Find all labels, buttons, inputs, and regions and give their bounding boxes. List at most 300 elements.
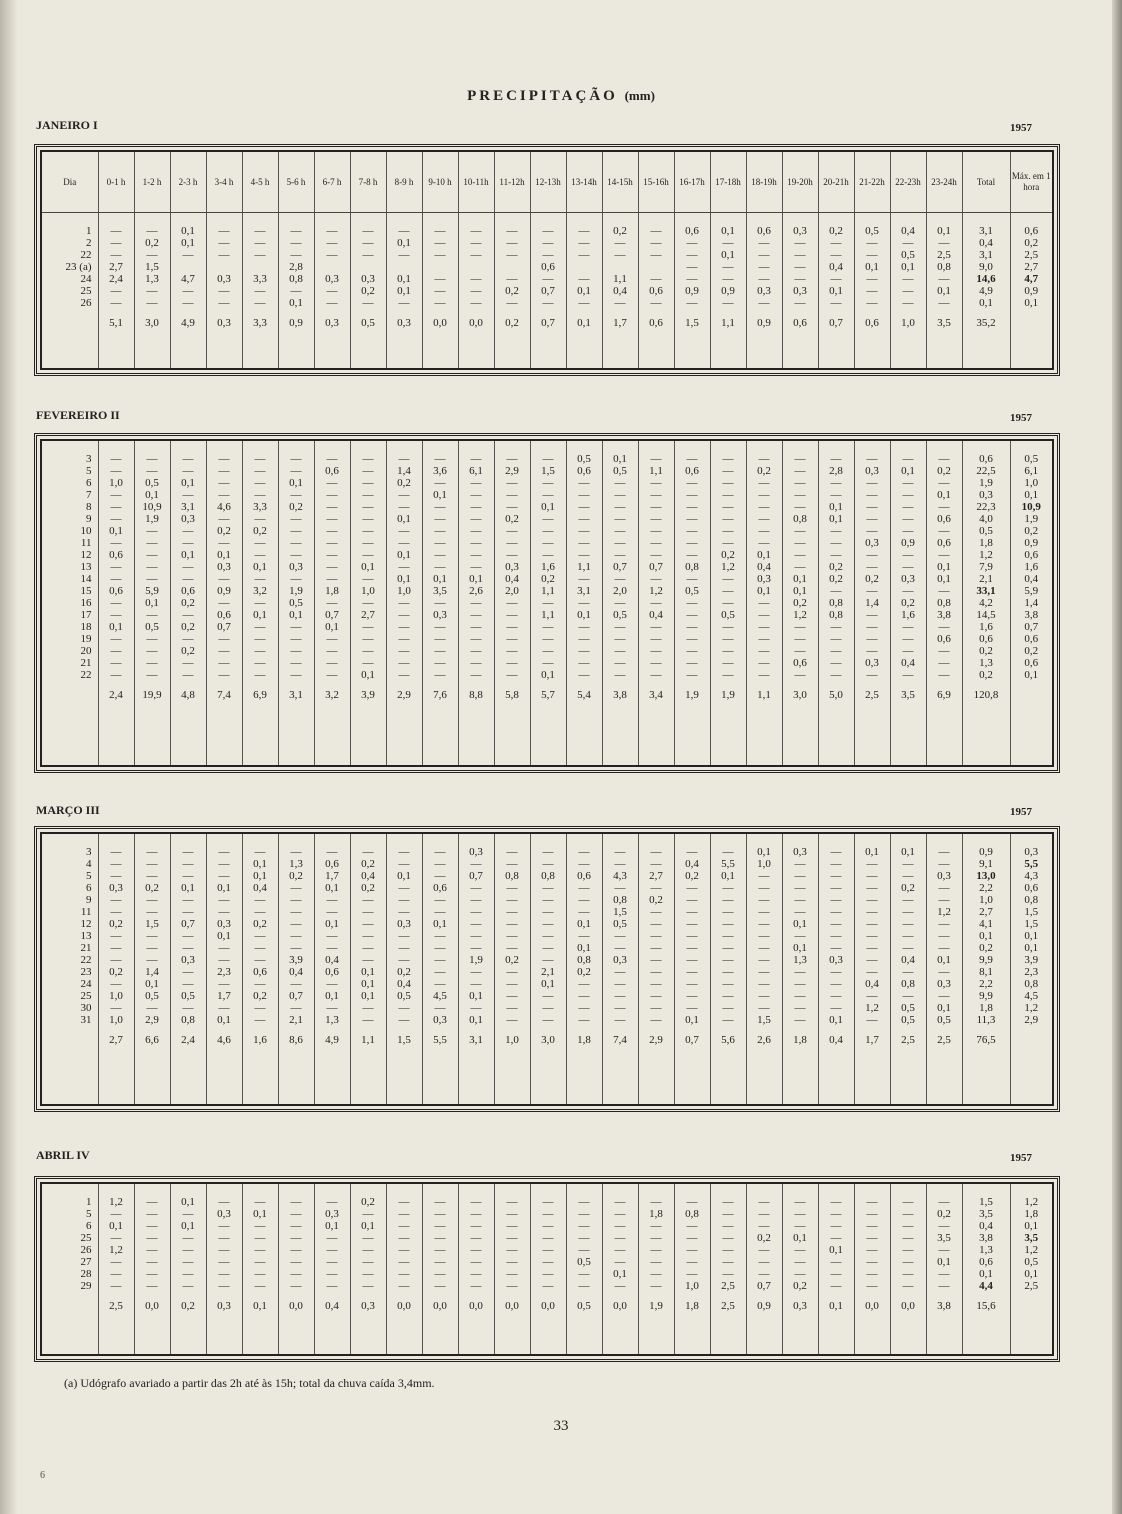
table-cell: — xyxy=(494,609,530,621)
table-cell: — xyxy=(710,846,746,858)
table-cell: 0,2 xyxy=(134,237,170,249)
table-cell: — xyxy=(494,1256,530,1268)
table-row xyxy=(42,513,1052,525)
table-cell: 3,3 xyxy=(242,501,278,513)
table-cell: — xyxy=(566,930,602,942)
spacer-row xyxy=(42,441,1052,453)
table-cell: 0,3 xyxy=(782,846,818,858)
table-cell: — xyxy=(278,882,314,894)
table-cell: — xyxy=(350,657,386,669)
table-cell: — xyxy=(638,669,674,681)
table-cell: — xyxy=(494,966,530,978)
table-cell: 0,3 xyxy=(206,561,242,573)
table-cell: — xyxy=(422,285,458,297)
table-cell: — xyxy=(854,906,890,918)
table-cell: — xyxy=(170,906,206,918)
table-row xyxy=(42,1014,1052,1026)
table-cell: — xyxy=(134,894,170,906)
table-cell: — xyxy=(746,1256,782,1268)
table-cell: — xyxy=(98,1256,134,1268)
table-cell: 0,1 xyxy=(782,942,818,954)
table-cell: 2,1 xyxy=(530,966,566,978)
table-cell: — xyxy=(206,249,242,261)
spacer-cell xyxy=(962,1320,1010,1354)
spacer-cell xyxy=(818,1184,854,1196)
table-cell: — xyxy=(314,249,350,261)
table-cell: — xyxy=(134,930,170,942)
table-cell: — xyxy=(674,657,710,669)
table-cell: — xyxy=(530,954,566,966)
table-cell: — xyxy=(386,1280,422,1292)
table-cell: — xyxy=(386,1014,422,1026)
table-cell: — xyxy=(494,273,530,285)
table-cell: 1,5 xyxy=(530,465,566,477)
table-cell: 0,1 xyxy=(350,561,386,573)
table-cell: — xyxy=(782,669,818,681)
spacer-cell xyxy=(386,1054,422,1104)
table-cell: 0,1 xyxy=(530,669,566,681)
table-cell: — xyxy=(530,918,566,930)
table-cell: 1,8 xyxy=(638,1208,674,1220)
table-cell: — xyxy=(386,657,422,669)
column-header: 2-3 h xyxy=(170,152,206,213)
table-cell: 0,1 xyxy=(818,513,854,525)
spacer-cell xyxy=(890,709,926,765)
spacer-cell xyxy=(530,1320,566,1354)
spacer-cell xyxy=(350,834,386,846)
table-cell: 1,5 xyxy=(602,906,638,918)
table-row xyxy=(42,978,1052,990)
table-cell: — xyxy=(494,1280,530,1292)
total-cell: 0,0 xyxy=(602,1292,638,1320)
table-cell: — xyxy=(242,1196,278,1208)
spacer-cell xyxy=(42,1320,98,1354)
table-cell: 0,1 xyxy=(278,609,314,621)
table-cell: 2,4 xyxy=(98,273,134,285)
spacer-cell xyxy=(674,1320,710,1354)
table-cell: — xyxy=(278,645,314,657)
table-cell: — xyxy=(602,1220,638,1232)
table-cell: — xyxy=(602,1002,638,1014)
day-cell: 23 xyxy=(80,966,92,978)
column-header: 13-14h xyxy=(566,152,602,213)
table-cell: — xyxy=(746,273,782,285)
table-cell: 3,5 xyxy=(962,1208,1010,1220)
table-cell: — xyxy=(242,1232,278,1244)
table-cell: — xyxy=(458,453,494,465)
table-cell: 0,6 xyxy=(962,453,1010,465)
table-cell: 0,3 xyxy=(782,285,818,297)
spacer-cell xyxy=(170,441,206,453)
spacer-cell xyxy=(42,1184,98,1196)
table-cell: — xyxy=(530,633,566,645)
table-cell: — xyxy=(818,453,854,465)
table-cell: 0,1 xyxy=(386,273,422,285)
spacer-cell xyxy=(314,1184,350,1196)
table-cell: 2,6 xyxy=(458,585,494,597)
spacer-cell xyxy=(350,1054,386,1104)
table-cell: — xyxy=(638,846,674,858)
table-cell: — xyxy=(818,978,854,990)
spacer-cell xyxy=(710,1320,746,1354)
spacer-cell xyxy=(566,213,602,226)
table-cell: — xyxy=(746,1268,782,1280)
table-cell: — xyxy=(890,453,926,465)
table-cell: — xyxy=(710,978,746,990)
table-cell: 0,1 xyxy=(134,489,170,501)
table-cell xyxy=(638,261,674,273)
table-cell: 0,8 xyxy=(566,954,602,966)
table-cell: — xyxy=(818,918,854,930)
table-cell: — xyxy=(566,1196,602,1208)
table-cell: 5,5 xyxy=(710,858,746,870)
total-cell: 1,6 xyxy=(242,1026,278,1054)
spacer-cell xyxy=(206,1184,242,1196)
table-cell: 0,1 xyxy=(530,978,566,990)
table-cell: 0,1 xyxy=(926,954,962,966)
spacer-cell xyxy=(42,213,98,226)
table-cell: — xyxy=(386,1256,422,1268)
total-cell: 2,5 xyxy=(854,681,890,709)
table-cell: — xyxy=(350,645,386,657)
table-row xyxy=(42,609,1052,621)
table-cell: — xyxy=(638,1196,674,1208)
table-cell: — xyxy=(278,942,314,954)
table-cell: — xyxy=(818,237,854,249)
spacer-cell xyxy=(530,441,566,453)
spacer-row xyxy=(42,1184,1052,1196)
table-cell: 0,4 xyxy=(278,966,314,978)
table-cell: — xyxy=(206,489,242,501)
table-marco xyxy=(34,826,1060,1112)
table-cell: — xyxy=(818,1196,854,1208)
spacer-cell xyxy=(890,337,926,368)
table-cell: 0,6 xyxy=(962,633,1010,645)
table-cell: 2,1 xyxy=(962,573,1010,585)
corner-mark: 6 xyxy=(40,1470,45,1481)
table-cell: — xyxy=(818,942,854,954)
table-cell: — xyxy=(458,633,494,645)
table-cell: 0,3 xyxy=(602,954,638,966)
table-cell: — xyxy=(386,537,422,549)
table-cell: — xyxy=(890,561,926,573)
table-cell: — xyxy=(746,978,782,990)
table-cell xyxy=(494,261,530,273)
table-cell: 0,2 xyxy=(926,465,962,477)
table-cell: — xyxy=(638,858,674,870)
table-cell: — xyxy=(206,285,242,297)
table-cell: — xyxy=(710,645,746,657)
total-cell: 3,8 xyxy=(602,681,638,709)
table-cell: 0,6 xyxy=(746,225,782,237)
table-cell: 0,2 xyxy=(242,990,278,1002)
table-cell: 0,1 xyxy=(1010,1220,1052,1232)
total-cell: 3,0 xyxy=(782,681,818,709)
table-cell: — xyxy=(782,489,818,501)
table-cell: — xyxy=(494,930,530,942)
table-cell: — xyxy=(98,597,134,609)
table-cell: — xyxy=(494,978,530,990)
spacer-cell xyxy=(206,709,242,765)
spacer-cell xyxy=(566,441,602,453)
table-cell: — xyxy=(98,237,134,249)
table-cell: — xyxy=(854,882,890,894)
table-cell: — xyxy=(818,966,854,978)
table-cell: — xyxy=(206,237,242,249)
table-cell: — xyxy=(674,1268,710,1280)
table-cell: 1,5 xyxy=(134,918,170,930)
table-cell: — xyxy=(602,537,638,549)
total-cell: 0,9 xyxy=(746,1292,782,1320)
spacer-cell xyxy=(170,213,206,226)
table-cell: — xyxy=(854,870,890,882)
table-cell: — xyxy=(350,954,386,966)
table-cell: 0,1 xyxy=(926,561,962,573)
table-cell: — xyxy=(278,225,314,237)
table-janeiro-grid xyxy=(42,152,1052,368)
table-cell: — xyxy=(638,549,674,561)
table-cell: 0,7 xyxy=(602,561,638,573)
table-fevereiro-inner xyxy=(40,439,1054,767)
table-cell: — xyxy=(638,918,674,930)
table-cell: 0,2 xyxy=(170,621,206,633)
table-row xyxy=(42,930,1052,942)
table-cell: 7,9 xyxy=(962,561,1010,573)
table-cell: 0,1 xyxy=(602,453,638,465)
table-cell: — xyxy=(134,609,170,621)
table-cell: — xyxy=(98,501,134,513)
table-cell: — xyxy=(134,645,170,657)
table-cell: — xyxy=(422,858,458,870)
table-cell: 2,9 xyxy=(134,1014,170,1026)
table-cell: — xyxy=(134,1220,170,1232)
spacer-cell xyxy=(710,1054,746,1104)
table-cell: — xyxy=(530,1014,566,1026)
spacer-cell xyxy=(818,337,854,368)
table-cell: — xyxy=(458,669,494,681)
table-cell: 0,1 xyxy=(386,285,422,297)
table-cell: — xyxy=(170,669,206,681)
table-cell: — xyxy=(818,1256,854,1268)
table-cell: — xyxy=(602,621,638,633)
day-cell: 11 xyxy=(80,537,92,549)
spacer-cell xyxy=(98,441,134,453)
table-cell: — xyxy=(926,585,962,597)
total-cell: 0,0 xyxy=(890,1292,926,1320)
column-header: 17-18h xyxy=(710,152,746,213)
table-cell: 0,3 xyxy=(170,513,206,525)
table-cell: 0,4 xyxy=(314,954,350,966)
table-cell: 1,6 xyxy=(962,621,1010,633)
total-cell: 0,0 xyxy=(458,1292,494,1320)
table-cell: — xyxy=(854,513,890,525)
table-cell: — xyxy=(98,942,134,954)
table-cell: — xyxy=(818,858,854,870)
table-cell: 0,5 xyxy=(962,525,1010,537)
table-cell: — xyxy=(386,645,422,657)
table-cell: — xyxy=(494,1244,530,1256)
table-cell: 0,6 xyxy=(566,870,602,882)
table-cell: 1,1 xyxy=(602,273,638,285)
table-cell: — xyxy=(278,918,314,930)
table-cell: 5,9 xyxy=(134,585,170,597)
table-cell: 6,1 xyxy=(458,465,494,477)
spacer-cell xyxy=(782,441,818,453)
spacer-cell xyxy=(530,709,566,765)
table-cell: — xyxy=(206,858,242,870)
table-cell: — xyxy=(350,225,386,237)
day-cell: 25 xyxy=(80,990,92,1002)
table-cell: — xyxy=(278,894,314,906)
total-cell: 0,5 xyxy=(350,309,386,337)
spacer-cell xyxy=(710,213,746,226)
table-cell: — xyxy=(746,1196,782,1208)
table-cell: 0,1 xyxy=(98,1220,134,1232)
total-cell: 0,2 xyxy=(170,1292,206,1320)
table-cell: 0,9 xyxy=(890,537,926,549)
column-header: 21-22h xyxy=(854,152,890,213)
total-cell: 2,5 xyxy=(890,1026,926,1054)
table-row xyxy=(42,870,1052,882)
total-cell xyxy=(42,1292,98,1320)
table-cell: — xyxy=(530,225,566,237)
spacer-cell xyxy=(350,709,386,765)
spacer-cell xyxy=(1010,441,1052,453)
total-cell: 5,7 xyxy=(530,681,566,709)
table-cell: — xyxy=(458,978,494,990)
spacer-cell xyxy=(422,1320,458,1354)
total-cell: 1,9 xyxy=(674,681,710,709)
table-cell: 0,2 xyxy=(1010,525,1052,537)
table-cell: 14,6 xyxy=(962,273,1010,285)
table-abril-grid xyxy=(42,1184,1052,1354)
total-cell: 1,8 xyxy=(782,1026,818,1054)
table-cell: 0,5 xyxy=(566,453,602,465)
day-cell: 11 xyxy=(80,906,92,918)
table-cell: — xyxy=(278,1232,314,1244)
spacer-cell xyxy=(134,1184,170,1196)
table-cell: — xyxy=(206,465,242,477)
spacer-cell xyxy=(602,1320,638,1354)
table-cell: 0,1 xyxy=(386,513,422,525)
table-cell: 0,5 xyxy=(926,1014,962,1026)
table-cell: — xyxy=(494,237,530,249)
table-cell: 0,2 xyxy=(494,285,530,297)
total-cell: 6,9 xyxy=(242,681,278,709)
table-cell: — xyxy=(782,1014,818,1026)
table-cell: — xyxy=(890,990,926,1002)
table-cell: 1,8 xyxy=(962,1002,1010,1014)
spacer-cell xyxy=(962,709,1010,765)
total-cell: 0,1 xyxy=(818,1292,854,1320)
total-cell: 0,0 xyxy=(494,1292,530,1320)
table-cell: — xyxy=(242,489,278,501)
table-cell: 0,1 xyxy=(206,882,242,894)
table-cell: — xyxy=(98,906,134,918)
day-cell: 6 xyxy=(86,477,92,489)
table-row xyxy=(42,942,1052,954)
day-cell: 20 xyxy=(80,645,92,657)
table-cell: — xyxy=(494,1196,530,1208)
total-cell: 0,0 xyxy=(422,309,458,337)
table-cell: — xyxy=(602,573,638,585)
spacer-cell xyxy=(962,337,1010,368)
table-cell: — xyxy=(422,942,458,954)
table-cell: 1,3 xyxy=(134,273,170,285)
total-cell: 0,4 xyxy=(818,1026,854,1054)
table-cell: — xyxy=(494,501,530,513)
day-cell: 28 xyxy=(80,1268,92,1280)
table-cell: 0,2 xyxy=(530,573,566,585)
table-cell: — xyxy=(350,453,386,465)
spacer-cell xyxy=(350,337,386,368)
total-cell: 0,0 xyxy=(134,1292,170,1320)
table-cell: — xyxy=(602,966,638,978)
spacer-cell xyxy=(602,1184,638,1196)
table-cell: — xyxy=(710,657,746,669)
table-cell: 0,1 xyxy=(422,489,458,501)
table-cell: — xyxy=(890,1280,926,1292)
table-cell: — xyxy=(638,1014,674,1026)
table-cell: 9,1 xyxy=(962,858,1010,870)
table-cell: — xyxy=(170,285,206,297)
total-cell: 0,3 xyxy=(206,1292,242,1320)
total-cell: 0,9 xyxy=(278,309,314,337)
table-cell: — xyxy=(350,597,386,609)
table-cell: — xyxy=(890,633,926,645)
spacer-cell xyxy=(566,834,602,846)
spacer-cell xyxy=(1010,1184,1052,1196)
table-cell: — xyxy=(746,609,782,621)
total-cell: 1,0 xyxy=(494,1026,530,1054)
table-cell: — xyxy=(314,285,350,297)
table-cell: 0,1 xyxy=(170,225,206,237)
table-cell: — xyxy=(746,990,782,1002)
section-year-fevereiro: 1957 xyxy=(1010,412,1032,424)
table-cell: — xyxy=(242,513,278,525)
table-cell: 0,7 xyxy=(746,1280,782,1292)
table-cell: 0,5 xyxy=(674,585,710,597)
spacer-cell xyxy=(278,337,314,368)
table-cell: — xyxy=(782,894,818,906)
spacer-cell xyxy=(170,709,206,765)
table-cell: — xyxy=(710,501,746,513)
table-cell: — xyxy=(206,1268,242,1280)
day-cell: 30 xyxy=(80,1002,92,1014)
table-cell: — xyxy=(494,1002,530,1014)
table-row xyxy=(42,1220,1052,1232)
total-cell: 8,8 xyxy=(458,681,494,709)
table-cell: — xyxy=(134,561,170,573)
table-cell: — xyxy=(674,513,710,525)
table-cell: — xyxy=(782,501,818,513)
table-cell: — xyxy=(926,918,962,930)
table-cell: 0,3 xyxy=(962,489,1010,501)
table-cell: 0,4 xyxy=(854,978,890,990)
spacer-cell xyxy=(134,337,170,368)
total-cell: 120,8 xyxy=(962,681,1010,709)
table-cell: — xyxy=(566,1014,602,1026)
spacer-cell xyxy=(494,834,530,846)
table-cell: 3,8 xyxy=(962,1232,1010,1244)
table-cell: 0,1 xyxy=(602,1268,638,1280)
spacer-cell xyxy=(782,834,818,846)
table-cell: 33,1 xyxy=(962,585,1010,597)
total-cell: 0,2 xyxy=(494,309,530,337)
table-cell: — xyxy=(458,561,494,573)
table-cell: — xyxy=(674,537,710,549)
total-cell: 0,9 xyxy=(746,309,782,337)
